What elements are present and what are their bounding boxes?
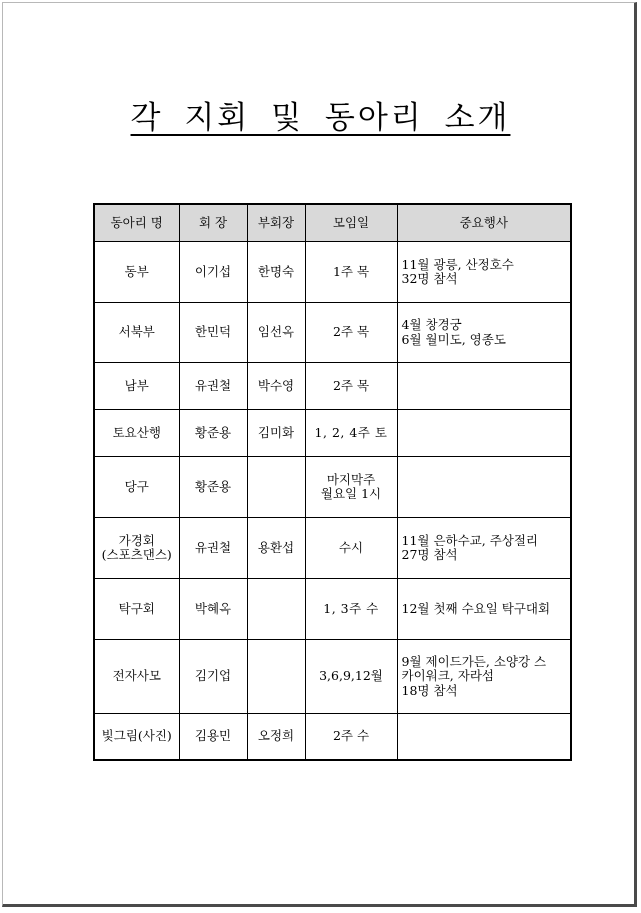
meeting-day-cell: 1주 목 (305, 242, 397, 303)
meeting-day-cell: 2주 수 (305, 714, 397, 760)
events-cell (397, 714, 571, 760)
events-cell: 11월 은하수교, 주상절리 27명 참석 (397, 518, 571, 579)
table-row (94, 579, 571, 640)
club-name-cell: 가경회 (스포츠댄스) (94, 518, 179, 579)
club-name-cell: 전자사모 (94, 640, 179, 714)
meeting-day-cell: 3,6,9,12월 (305, 640, 397, 714)
document-title (0, 92, 641, 137)
table-row (94, 457, 571, 518)
table-row (94, 242, 571, 303)
meeting-day-cell: 2주 목 (305, 363, 397, 410)
meeting-day-cell: 마지막주 월요일 1시 (305, 457, 397, 518)
president-cell: 이기섭 (179, 242, 247, 303)
vice-president-cell: 김미화 (247, 410, 305, 457)
table-row (94, 363, 571, 410)
president-cell: 황준용 (179, 410, 247, 457)
header-president: 회 장 (179, 204, 247, 242)
events-cell (397, 363, 571, 410)
table-row (94, 640, 571, 714)
table-header-row (94, 204, 571, 242)
table-row (94, 303, 571, 363)
table-row (94, 410, 571, 457)
document-title-text: 각 지회 및 동아리 소개 (130, 100, 511, 136)
events-cell (397, 457, 571, 518)
events-cell (397, 410, 571, 457)
club-name-cell: 빛그림(사진) (94, 714, 179, 760)
meeting-day-cell: 1, 2, 4주 토 (305, 410, 397, 457)
club-name-cell: 서북부 (94, 303, 179, 363)
vice-president-cell: 임선옥 (247, 303, 305, 363)
president-cell: 유권철 (179, 518, 247, 579)
vice-president-cell: 박수영 (247, 363, 305, 410)
events-cell: 9월 제이드가든, 소양강 스 카이워크, 자라섬 18명 참석 (397, 640, 571, 714)
president-cell: 김용민 (179, 714, 247, 760)
table-row (94, 518, 571, 579)
president-cell: 유권철 (179, 363, 247, 410)
club-name-cell: 당구 (94, 457, 179, 518)
header-major-events: 중요행사 (397, 204, 571, 242)
president-cell: 김기업 (179, 640, 247, 714)
meeting-day-cell: 수시 (305, 518, 397, 579)
vice-president-cell (247, 579, 305, 640)
vice-president-cell: 한명숙 (247, 242, 305, 303)
header-club-name: 동아리 명 (94, 204, 179, 242)
events-cell: 11월 광릉, 산정호수 32명 참석 (397, 242, 571, 303)
president-cell: 한민덕 (179, 303, 247, 363)
club-name-cell: 토요산행 (94, 410, 179, 457)
president-cell: 황준용 (179, 457, 247, 518)
club-name-cell: 탁구회 (94, 579, 179, 640)
club-name-cell: 동부 (94, 242, 179, 303)
vice-president-cell: 용환섭 (247, 518, 305, 579)
events-cell: 4월 창경궁 6월 월미도, 영종도 (397, 303, 571, 363)
header-vice-president: 부회장 (247, 204, 305, 242)
vice-president-cell: 오정희 (247, 714, 305, 760)
meeting-day-cell: 1, 3주 수 (305, 579, 397, 640)
vice-president-cell (247, 457, 305, 518)
vice-president-cell (247, 640, 305, 714)
president-cell: 박혜옥 (179, 579, 247, 640)
club-table (93, 203, 572, 761)
table-row (94, 714, 571, 760)
meeting-day-cell: 2주 목 (305, 303, 397, 363)
events-cell: 12월 첫째 수요일 탁구대회 (397, 579, 571, 640)
club-name-cell: 남부 (94, 363, 179, 410)
header-meeting-day: 모임일 (305, 204, 397, 242)
